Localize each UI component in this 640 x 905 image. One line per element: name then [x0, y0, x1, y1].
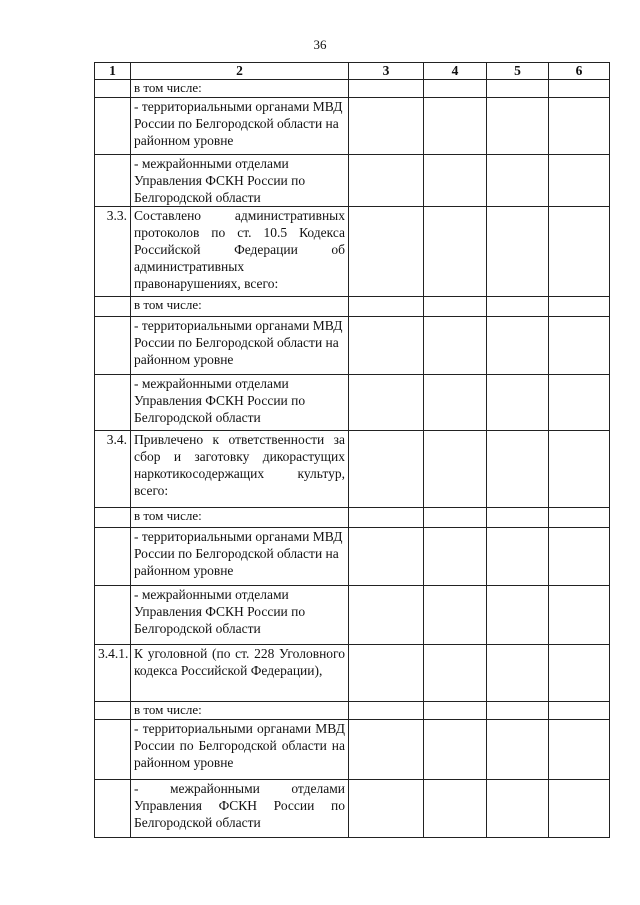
value-cell	[549, 702, 610, 720]
table-row	[95, 98, 610, 155]
value-cell	[487, 702, 549, 720]
table-body	[95, 80, 610, 838]
value-cell	[424, 508, 487, 528]
row-number: 3.3.	[95, 207, 131, 297]
value-cell	[424, 702, 487, 720]
value-cell	[549, 297, 610, 317]
row-description: - территориальными органами МВД России по Белгородской области на районном уровне	[131, 528, 349, 586]
table-row	[95, 528, 610, 586]
value-cell	[487, 431, 549, 508]
row-description: в том числе:	[131, 508, 349, 528]
table-row	[95, 317, 610, 375]
row-description: Привлечено к ответственности за сбор и заготовку дикорастущих наркотикосодержащих культур, всего:	[131, 431, 349, 508]
value-cell	[487, 297, 549, 317]
value-cell	[487, 528, 549, 586]
row-description: в том числе:	[131, 80, 349, 98]
column-header: 6	[549, 63, 610, 80]
value-cell	[487, 98, 549, 155]
value-cell	[424, 155, 487, 207]
row-description: - межрайонными отделами Управления ФСКН России по Белгородской области	[131, 375, 349, 431]
value-cell	[349, 317, 424, 375]
row-number	[95, 528, 131, 586]
value-cell	[549, 155, 610, 207]
value-cell	[424, 720, 487, 780]
value-cell	[349, 645, 424, 702]
value-cell	[349, 297, 424, 317]
row-number	[95, 297, 131, 317]
row-number	[95, 98, 131, 155]
value-cell	[424, 317, 487, 375]
value-cell	[424, 98, 487, 155]
row-description: - межрайонными отделами Управления ФСКН России по Белгородской области	[131, 780, 349, 838]
value-cell	[487, 317, 549, 375]
row-number	[95, 80, 131, 98]
value-cell	[424, 80, 487, 98]
value-cell	[549, 431, 610, 508]
table-row	[95, 375, 610, 431]
row-number	[95, 586, 131, 645]
value-cell	[424, 645, 487, 702]
value-cell	[549, 780, 610, 838]
value-cell	[349, 98, 424, 155]
table-row	[95, 80, 610, 98]
table-row	[95, 780, 610, 838]
column-header: 1	[95, 63, 131, 80]
row-number: 3.4.	[95, 431, 131, 508]
value-cell	[349, 155, 424, 207]
value-cell	[349, 720, 424, 780]
value-cell	[487, 80, 549, 98]
row-description: - межрайонными отделами Управления ФСКН России по Белгородской области	[131, 155, 349, 207]
value-cell	[549, 317, 610, 375]
column-header: 5	[487, 63, 549, 80]
value-cell	[549, 98, 610, 155]
value-cell	[349, 431, 424, 508]
value-cell	[487, 720, 549, 780]
row-number	[95, 508, 131, 528]
column-header: 3	[349, 63, 424, 80]
table-row	[95, 508, 610, 528]
row-number	[95, 780, 131, 838]
value-cell	[424, 780, 487, 838]
value-cell	[487, 586, 549, 645]
value-cell	[424, 207, 487, 297]
value-cell	[487, 155, 549, 207]
table-row	[95, 702, 610, 720]
report-table	[94, 62, 610, 838]
table-row	[95, 155, 610, 207]
value-cell	[487, 375, 549, 431]
value-cell	[549, 586, 610, 645]
value-cell	[349, 207, 424, 297]
row-description: Составлено административных протоколов по ст. 10.5 Кодекса Российской Федерации об административных правонарушениях, всего:	[131, 207, 349, 297]
value-cell	[549, 528, 610, 586]
value-cell	[549, 80, 610, 98]
value-cell	[349, 702, 424, 720]
value-cell	[424, 297, 487, 317]
row-number: 3.4.1.	[95, 645, 131, 702]
value-cell	[349, 80, 424, 98]
row-number	[95, 720, 131, 780]
table-row	[95, 207, 610, 297]
value-cell	[487, 780, 549, 838]
value-cell	[424, 586, 487, 645]
header-row	[95, 63, 610, 80]
value-cell	[549, 720, 610, 780]
table-row	[95, 645, 610, 702]
value-cell	[549, 207, 610, 297]
value-cell	[349, 586, 424, 645]
value-cell	[549, 508, 610, 528]
row-description: - территориальными органами МВД России по Белгородской области на районном уровне	[131, 720, 349, 780]
value-cell	[424, 528, 487, 586]
table-row	[95, 720, 610, 780]
page-number: 36	[313, 37, 327, 52]
value-cell	[424, 375, 487, 431]
table-row	[95, 431, 610, 508]
row-description: в том числе:	[131, 297, 349, 317]
value-cell	[349, 375, 424, 431]
value-cell	[487, 645, 549, 702]
row-number	[95, 155, 131, 207]
value-cell	[349, 528, 424, 586]
row-description: - территориальными органами МВД России по Белгородской области на районном уровне	[131, 98, 349, 155]
value-cell	[487, 508, 549, 528]
value-cell	[349, 780, 424, 838]
row-number	[95, 375, 131, 431]
value-cell	[549, 375, 610, 431]
value-cell	[549, 645, 610, 702]
column-header: 4	[424, 63, 487, 80]
row-description: К уголовной (по ст. 228 Уголовного кодекса Российской Федерации),	[131, 645, 349, 702]
row-description: - межрайонными отделами Управления ФСКН России по Белгородской области	[131, 586, 349, 645]
table-row	[95, 586, 610, 645]
table-row	[95, 297, 610, 317]
row-number	[95, 317, 131, 375]
value-cell	[487, 207, 549, 297]
row-description: - территориальными органами МВД России по Белгородской области на районном уровне	[131, 317, 349, 375]
column-header: 2	[131, 63, 349, 80]
row-number	[95, 702, 131, 720]
value-cell	[349, 508, 424, 528]
value-cell	[424, 431, 487, 508]
row-description: в том числе:	[131, 702, 349, 720]
